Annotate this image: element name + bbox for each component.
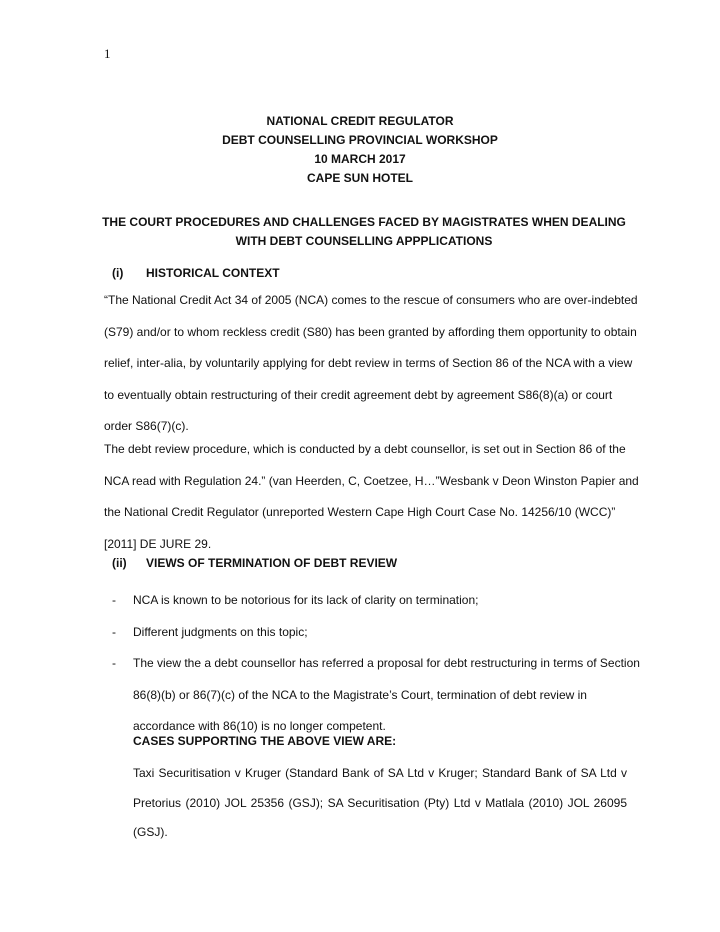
section-number: (ii) (112, 556, 127, 570)
list-item (112, 585, 632, 617)
cases-heading: CASES SUPPORTING THE ABOVE VIEW ARE: (133, 734, 397, 748)
bullet-text: Different judgments on this topic; (133, 624, 308, 639)
paragraph-line: [2011] DE JURE 29. (104, 536, 212, 551)
section-number: (i) (112, 266, 124, 280)
bullet-dash: - (112, 656, 116, 670)
termination-bullet-list (112, 585, 640, 743)
document-title (96, 213, 632, 251)
paragraph-nca-quote (104, 285, 636, 443)
header-venue: CAPE SUN HOTEL (306, 171, 413, 185)
section-heading-termination-views (112, 554, 397, 573)
case-line: Taxi Securitisation v Kruger (Standard Bank of SA Ltd v Kruger; Standard Bank of SA Ltd v (133, 766, 627, 780)
bullet-dash: - (112, 624, 116, 639)
header-organization: NATIONAL CREDIT REGULATOR (266, 114, 454, 128)
paragraph-line: to eventually obtain restructuring of their credit agreement debt by agreement S86(8)(a) or court (104, 387, 613, 402)
title-line: THE COURT PROCEDURES AND CHALLENGES FACED BY MAGISTRATES WHEN DEALING (102, 215, 626, 229)
paragraph-line: relief, inter-alia, by voluntarily applying for debt review in terms of Section 86 of the NCA with a view (104, 356, 633, 370)
case-line: Pretorius (2010) JOL 25356 (GSJ); SA Securitisation (Pty) Ltd v Matlala (2010) JOL 26095 (133, 795, 627, 810)
paragraph-line: order S86(7)(c). (104, 419, 189, 433)
bullet-dash: - (112, 593, 116, 607)
bullet-text: The view the a debt counsellor has referred a proposal for debt restructuring in terms of Section (133, 656, 640, 670)
header-event: DEBT COUNSELLING PROVINCIAL WORKSHOP (222, 133, 498, 147)
section-title: VIEWS OF TERMINATION OF DEBT REVIEW (146, 556, 398, 570)
bullet-text: accordance with 86(10) is no longer competent. (133, 719, 386, 733)
paragraph-line: the National Credit Regulator (unreported Western Cape High Court Case No. 14256/10 (WCC)” (104, 505, 616, 519)
case-line: (GSJ). (133, 825, 168, 839)
paragraph-line: (S79) and/or to whom reckless credit (S80) has been granted by affording them opportunity to obtain (104, 324, 637, 339)
paragraph-line: “The National Credit Act 34 of 2005 (NCA) comes to the rescue of consumers who are over-indebted (104, 293, 638, 307)
title-line: WITH DEBT COUNSELLING APPPLICATIONS (235, 234, 493, 248)
document-header (0, 112, 720, 188)
paragraph-line: NCA read with Regulation 24.” (van Heerden, C, Coetzee, H…”Wesbank v Deon Winston Papier and (104, 473, 639, 488)
section-heading-historical-context (112, 264, 280, 283)
section-title: HISTORICAL CONTEXT (146, 266, 280, 280)
list-item (112, 648, 640, 743)
page-number: 1 (104, 46, 111, 61)
bullet-text: NCA is known to be notorious for its lack of clarity on termination; (133, 593, 479, 607)
bullet-text: 86(8)(b) or 86(7)(c) of the NCA to the Magistrate’s Court, termination of debt review in (133, 687, 587, 702)
paragraph-line: The debt review procedure, which is conducted by a debt counsellor, is set out in Section 86 of the (104, 442, 626, 456)
cases-paragraph (133, 759, 627, 848)
paragraph-debt-review-procedure (104, 434, 639, 560)
list-item (112, 617, 632, 649)
header-date: 10 MARCH 2017 (314, 152, 406, 166)
